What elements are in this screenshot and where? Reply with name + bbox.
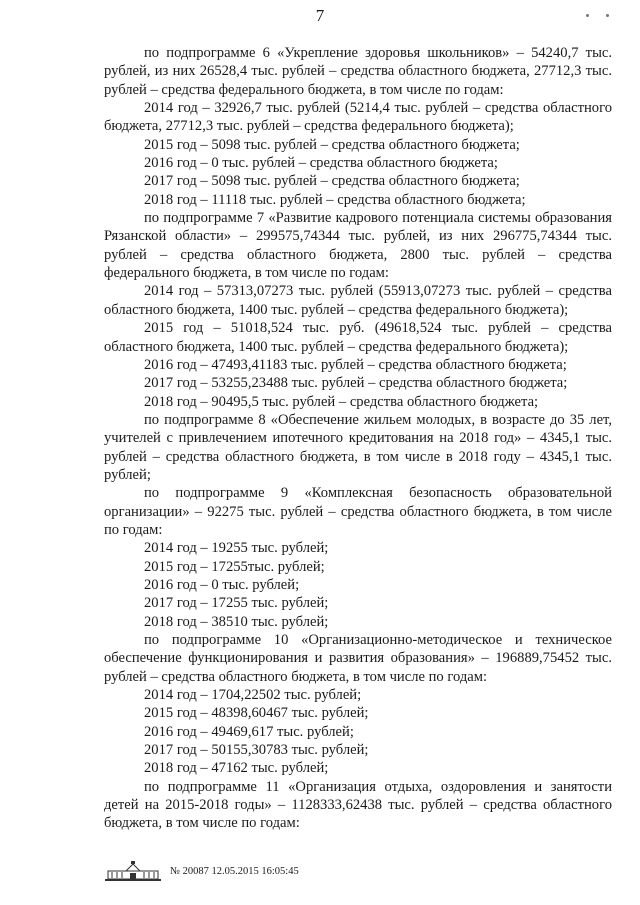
paragraph: 2014 год – 57313,07273 тыс. рублей (55913,07273 тыс. рублей – средства областного бюджета, 1400 тыс. рублей – средства федерального бюджета);	[104, 283, 612, 318]
paragraph: 2014 год – 1704,22502 тыс. рублей;	[144, 687, 362, 704]
paragraph: 2014 год – 32926,7 тыс. рублей (5214,4 тыс. рублей – средства областного бюджета, 27712,3 тыс. рублей – средства федерального бюджета);	[104, 100, 612, 135]
paragraph: по подпрограмме 8 «Обеспечение жильем молодых, в возрасте до 35 лет, учителей с привлечением ипотечного кредитования на 2018 год» – 4345,1 тыс. рублей – средства областного бюджета, в том числе в 2018 году – 4345,1 тыс. рублей;	[104, 411, 612, 483]
paragraph: 2016 год – 49469,617 тыс. рублей;	[144, 723, 354, 740]
paragraph: 2018 год – 47162 тыс. рублей;	[144, 760, 329, 777]
paragraph: 2017 год – 50155,30783 тыс. рублей;	[144, 742, 369, 759]
paragraph: по подпрограмме 7 «Развитие кадрового потенциала системы образования Рязанской области» – 299575,74344 тыс. рублей, из них 296775,74344 тыс. рублей – средства областного бюджета, 2800 тыс. рублей – средства федерального бюджета, в том числе по годам:	[104, 210, 612, 282]
paragraph: по подпрограмме 9 «Комплексная безопасность образовательной организации» – 92275 тыс. рублей – средства областного бюджета, в том числе по годам:	[104, 485, 612, 538]
paragraph: 2015 год – 51018,524 тыс. руб. (49618,524 тыс. рублей – средства областного бюджета, 1400 тыс. рублей – средства федерального бюджета);	[104, 320, 612, 355]
paragraph: по подпрограмме 6 «Укрепление здоровья школьников» – 54240,7 тыс. рублей, из них 26528,4 тыс. рублей – средства областного бюджета, 27712,3 тыс. рублей – средства федерального бюджета, в том числе по годам:	[104, 45, 612, 98]
paragraph: 2017 год – 17255 тыс. рублей;	[144, 595, 329, 612]
paragraph: 2015 год – 5098 тыс. рублей – средства областного бюджета;	[144, 136, 520, 153]
page-number: 7	[315, 6, 325, 25]
paragraph: 2016 год – 47493,41183 тыс. рублей – средства областного бюджета;	[144, 356, 567, 373]
document-stamp: № 20087 12.05.2015 16:05:45	[170, 865, 299, 877]
document-body	[104, 44, 612, 833]
paragraph: 2016 год – 0 тыс. рублей – средства областного бюджета;	[144, 155, 498, 172]
paragraph: по подпрограмме 11 «Организация отдыха, оздоровления и занятости детей на 2015-2018 годы» – 1128333,62438 тыс. рублей – средства областного бюджета, в том числе по годам:	[104, 778, 612, 832]
paragraph: 2018 год – 38510 тыс. рублей;	[144, 613, 329, 630]
paragraph: 2015 год – 48398,60467 тыс. рублей;	[144, 705, 369, 722]
paragraph: 2016 год – 0 тыс. рублей;	[144, 576, 300, 593]
paragraph: 2014 год – 19255 тыс. рублей;	[144, 540, 329, 557]
document-footer	[104, 860, 299, 882]
paragraph: 2017 год – 53255,23488 тыс. рублей – средства областного бюджета;	[144, 375, 568, 392]
paragraph: 2018 год – 90495,5 тыс. рублей – средства областного бюджета;	[144, 393, 539, 410]
paragraph: 2018 год – 11118 тыс. рублей – средства областного бюджета;	[144, 191, 526, 208]
government-building-icon	[104, 860, 162, 882]
paragraph: 2017 год – 5098 тыс. рублей – средства областного бюджета;	[144, 173, 520, 190]
paragraph: 2015 год – 17255тыс. рублей;	[144, 558, 325, 575]
paragraph: по подпрограмме 10 «Организационно-методическое и техническое обеспечение функционирования и развития образования» – 196889,75452 тыс. рублей – средства областного бюджета, в том числе по годам:	[104, 632, 612, 685]
